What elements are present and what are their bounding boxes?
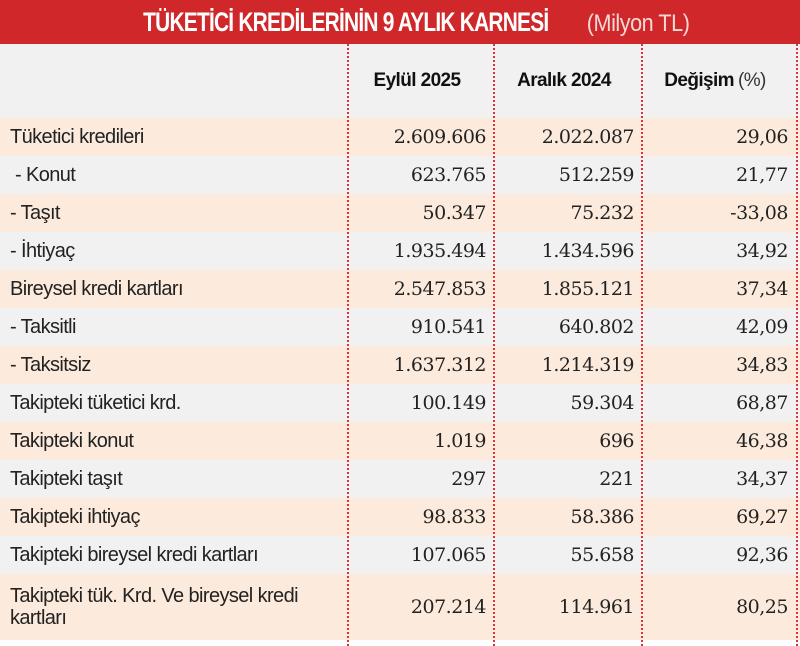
- row-label: - Taksitsiz: [10, 354, 91, 376]
- row-label: Takipteki konut: [10, 430, 134, 452]
- value-dec-2024: 1.214.319: [541, 354, 634, 376]
- column-divider: [347, 44, 349, 646]
- table-row: [0, 346, 800, 384]
- value-sep-2025: 910.541: [410, 316, 486, 338]
- table-row: [0, 232, 800, 270]
- value-change: -33,08: [730, 202, 788, 224]
- header-label: [0, 44, 348, 118]
- row-label: Takipteki tüketici krd.: [10, 392, 181, 414]
- table-row: [0, 118, 800, 156]
- value-sep-2025: 1.935.494: [393, 240, 486, 262]
- value-sep-2025: 50.347: [422, 202, 486, 224]
- value-dec-2024: 58.386: [570, 506, 634, 528]
- table-row: [0, 498, 800, 536]
- value-sep-2025: 98.833: [422, 506, 486, 528]
- value-dec-2024: 1.855.121: [541, 278, 634, 300]
- value-change: 29,06: [736, 126, 788, 148]
- column-divider: [641, 44, 643, 646]
- row-label: - Taksitli: [10, 316, 76, 338]
- header-dec-2024: Aralık 2024: [517, 70, 611, 91]
- row-label: - Taşıt: [10, 202, 60, 224]
- table-row: [0, 536, 800, 574]
- value-change: 92,36: [736, 544, 788, 566]
- value-dec-2024: 55.658: [570, 544, 634, 566]
- table-unit: (Milyon TL): [586, 9, 690, 37]
- table-row: [0, 460, 800, 498]
- value-change: 80,25: [736, 596, 788, 618]
- header-change: [642, 44, 796, 118]
- table-row: [0, 384, 800, 422]
- value-dec-2024: 75.232: [570, 202, 634, 224]
- value-dec-2024: 512.259: [558, 164, 634, 186]
- value-change: 34,92: [736, 240, 788, 262]
- row-label: Takipteki tük. Krd. Ve bireysel kredi kartları: [10, 585, 298, 629]
- row-label: - İhtiyaç: [10, 240, 75, 262]
- table-row: [0, 270, 800, 308]
- row-label: Tüketici kredileri: [10, 126, 144, 148]
- header-change-unit: (%): [737, 70, 766, 91]
- table-row: [0, 308, 800, 346]
- value-dec-2024: 114.961: [558, 596, 634, 618]
- value-dec-2024: 2.022.087: [541, 126, 634, 148]
- value-sep-2025: 2.609.606: [393, 126, 486, 148]
- value-change: 34,37: [736, 468, 788, 490]
- value-sep-2025: 1.637.312: [393, 354, 486, 376]
- column-divider: [796, 44, 798, 646]
- value-sep-2025: 107.065: [410, 544, 486, 566]
- table-row: [0, 156, 800, 194]
- table-row: [0, 422, 800, 460]
- table-title: TÜKETİCİ KREDİLERİNİN 9 AYLIK KARNESİ: [143, 6, 549, 37]
- row-label: - Konut: [10, 164, 76, 186]
- value-sep-2025: 623.765: [410, 164, 486, 186]
- value-dec-2024: 1.434.596: [541, 240, 634, 262]
- value-sep-2025: 2.547.853: [393, 278, 486, 300]
- value-sep-2025: 207.214: [410, 596, 486, 618]
- value-change: 34,83: [736, 354, 788, 376]
- value-change: 42,09: [736, 316, 788, 338]
- value-change: 21,77: [736, 164, 788, 186]
- column-divider: [493, 44, 495, 646]
- value-sep-2025: 100.149: [410, 392, 486, 414]
- value-dec-2024: 221: [599, 468, 634, 490]
- row-label: Takipteki ihtiyaç: [10, 506, 140, 528]
- value-sep-2025: 1.019: [434, 430, 486, 452]
- row-label: Bireysel kredi kartları: [10, 278, 183, 300]
- header-change-label: Değişim: [664, 70, 734, 91]
- value-change: 68,87: [736, 392, 788, 414]
- value-change: 46,38: [736, 430, 788, 452]
- header-row: [0, 44, 800, 118]
- value-change: 69,27: [736, 506, 788, 528]
- value-dec-2024: 640.802: [558, 316, 634, 338]
- header-sep-2025: Eylül 2025: [373, 70, 461, 91]
- value-dec-2024: 59.304: [570, 392, 634, 414]
- row-label: Takipteki bireysel kredi kartları: [10, 544, 259, 566]
- value-sep-2025: 297: [451, 468, 486, 490]
- value-dec-2024: 696: [599, 430, 634, 452]
- table-row: [0, 574, 800, 640]
- row-label: Takipteki taşıt: [10, 468, 123, 490]
- table-row: [0, 194, 800, 232]
- value-change: 37,34: [736, 278, 788, 300]
- title-bar: [0, 0, 800, 44]
